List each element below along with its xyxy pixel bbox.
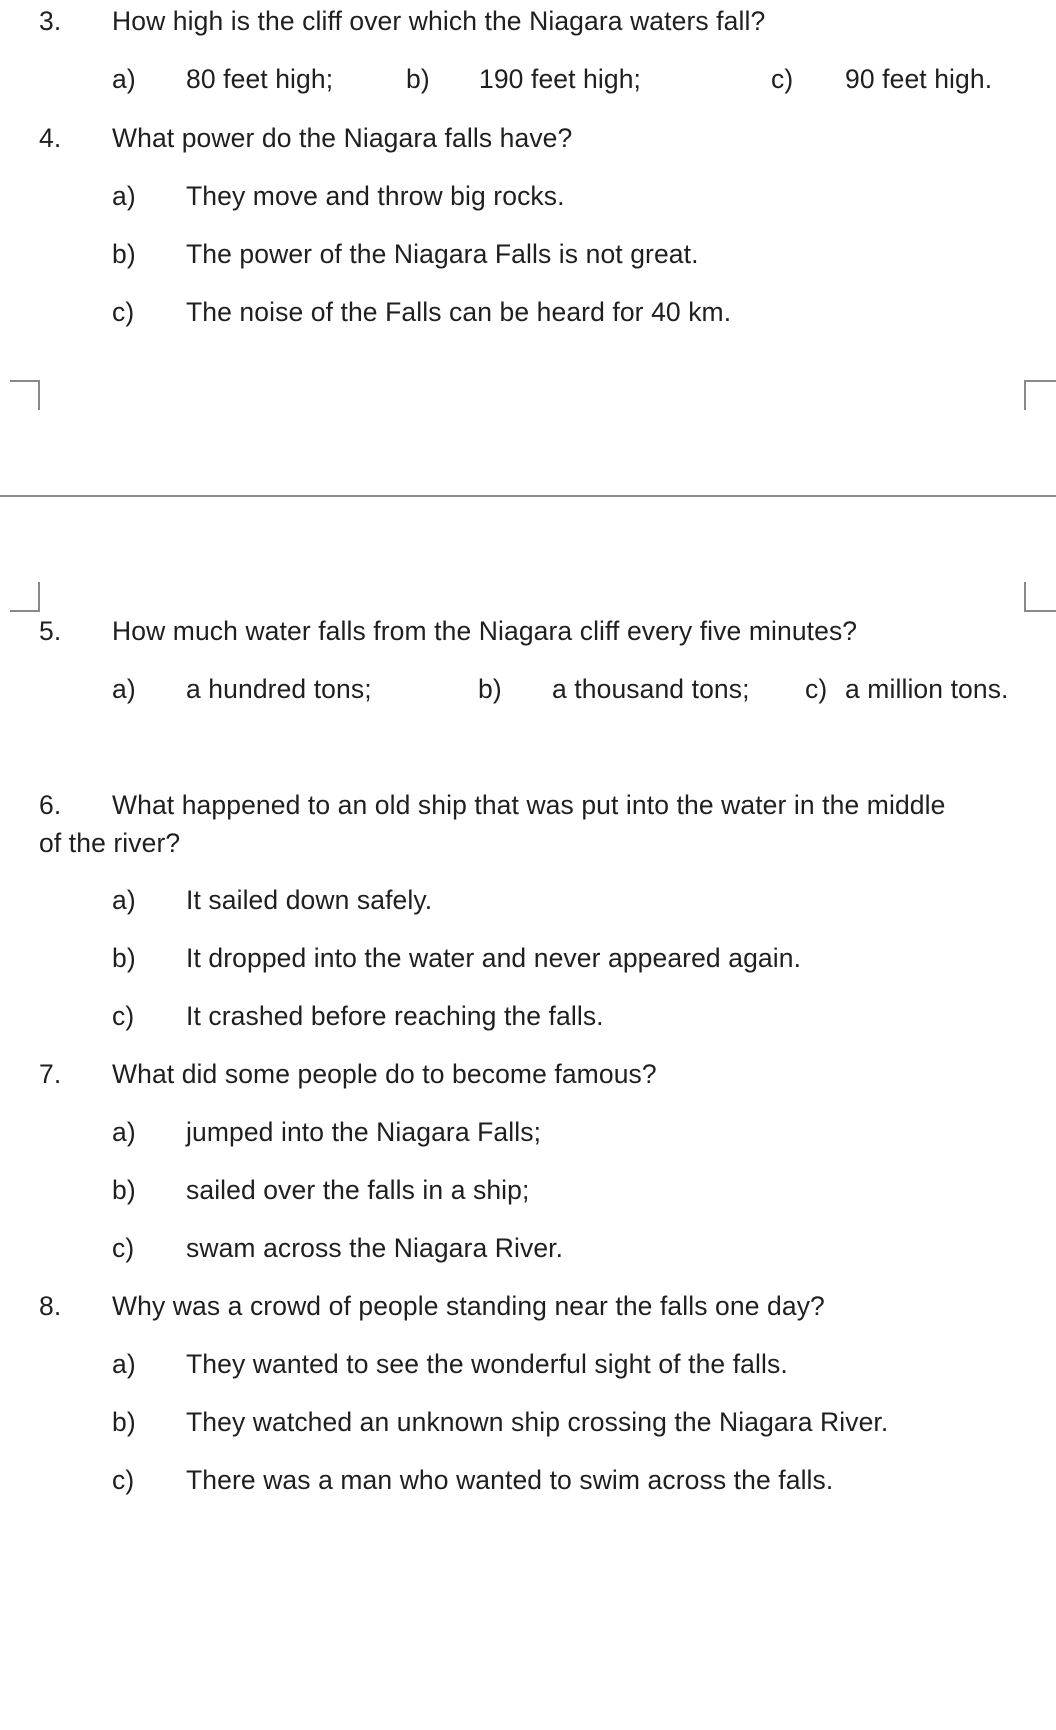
option-text: There was a man who wanted to swim across the falls.	[186, 1465, 834, 1495]
option-letter: b)	[478, 674, 502, 704]
option-letter: a)	[112, 1349, 136, 1379]
question-number: 3.	[39, 6, 62, 36]
option-text: sailed over the falls in a ship;	[186, 1175, 530, 1205]
option-letter: b)	[112, 1175, 136, 1205]
question-text: How high is the cliff over which the Niagara waters fall?	[112, 6, 766, 36]
option-text: 190 feet high;	[479, 64, 642, 94]
option-text: The noise of the Falls can be heard for 40 km.	[186, 297, 732, 327]
question-text: What did some people do to become famous?	[112, 1059, 657, 1089]
question-number: 4.	[39, 123, 62, 153]
option-letter: c)	[112, 1233, 135, 1263]
question-text: Why was a crowd of people standing near the falls one day?	[112, 1291, 825, 1321]
margin-corner-mark	[1024, 582, 1056, 612]
option-letter: b)	[112, 1407, 136, 1437]
option-letter: b)	[112, 943, 136, 973]
question-number: 7.	[39, 1059, 62, 1089]
question-text-continued: of the river?	[39, 828, 181, 858]
option-letter: b)	[112, 239, 136, 269]
option-text: They move and throw big rocks.	[186, 181, 565, 211]
option-letter: b)	[406, 64, 430, 94]
option-text: They watched an unknown ship crossing the Niagara River.	[186, 1407, 889, 1437]
option-letter: c)	[112, 1001, 135, 1031]
option-text: a thousand tons;	[552, 674, 750, 704]
question-text: What happened to an old ship that was put into the water in the middle	[112, 790, 946, 820]
option-letter: a)	[112, 1117, 136, 1147]
question-number: 6.	[39, 790, 62, 820]
option-text: 90 feet high.	[845, 64, 993, 94]
option-letter: c)	[112, 297, 135, 327]
margin-corner-mark	[1024, 380, 1056, 410]
option-text: It crashed before reaching the falls.	[186, 1001, 604, 1031]
margin-corner-mark	[10, 380, 40, 410]
option-letter: c)	[805, 674, 828, 704]
question-number: 8.	[39, 1291, 62, 1321]
margin-corner-mark	[10, 582, 40, 612]
question-text: What power do the Niagara falls have?	[112, 123, 573, 153]
option-letter: a)	[112, 674, 136, 704]
question-number: 5.	[39, 616, 62, 646]
option-letter: a)	[112, 885, 136, 915]
option-text: They wanted to see the wonderful sight of the falls.	[186, 1349, 788, 1379]
option-text: jumped into the Niagara Falls;	[186, 1117, 542, 1147]
option-text: It dropped into the water and never appeared again.	[186, 943, 802, 973]
option-text: 80 feet high;	[186, 64, 334, 94]
option-letter: c)	[771, 64, 794, 94]
page-break-divider	[0, 495, 1056, 497]
option-letter: a)	[112, 181, 136, 211]
option-text: It sailed down safely.	[186, 885, 433, 915]
option-text: The power of the Niagara Falls is not great.	[186, 239, 699, 269]
option-letter: c)	[112, 1465, 135, 1495]
question-text: How much water falls from the Niagara cliff every five minutes?	[112, 616, 858, 646]
option-letter: a)	[112, 64, 136, 94]
option-text: a hundred tons;	[186, 674, 372, 704]
option-text: a million tons.	[845, 674, 1009, 704]
option-text: swam across the Niagara River.	[186, 1233, 564, 1263]
